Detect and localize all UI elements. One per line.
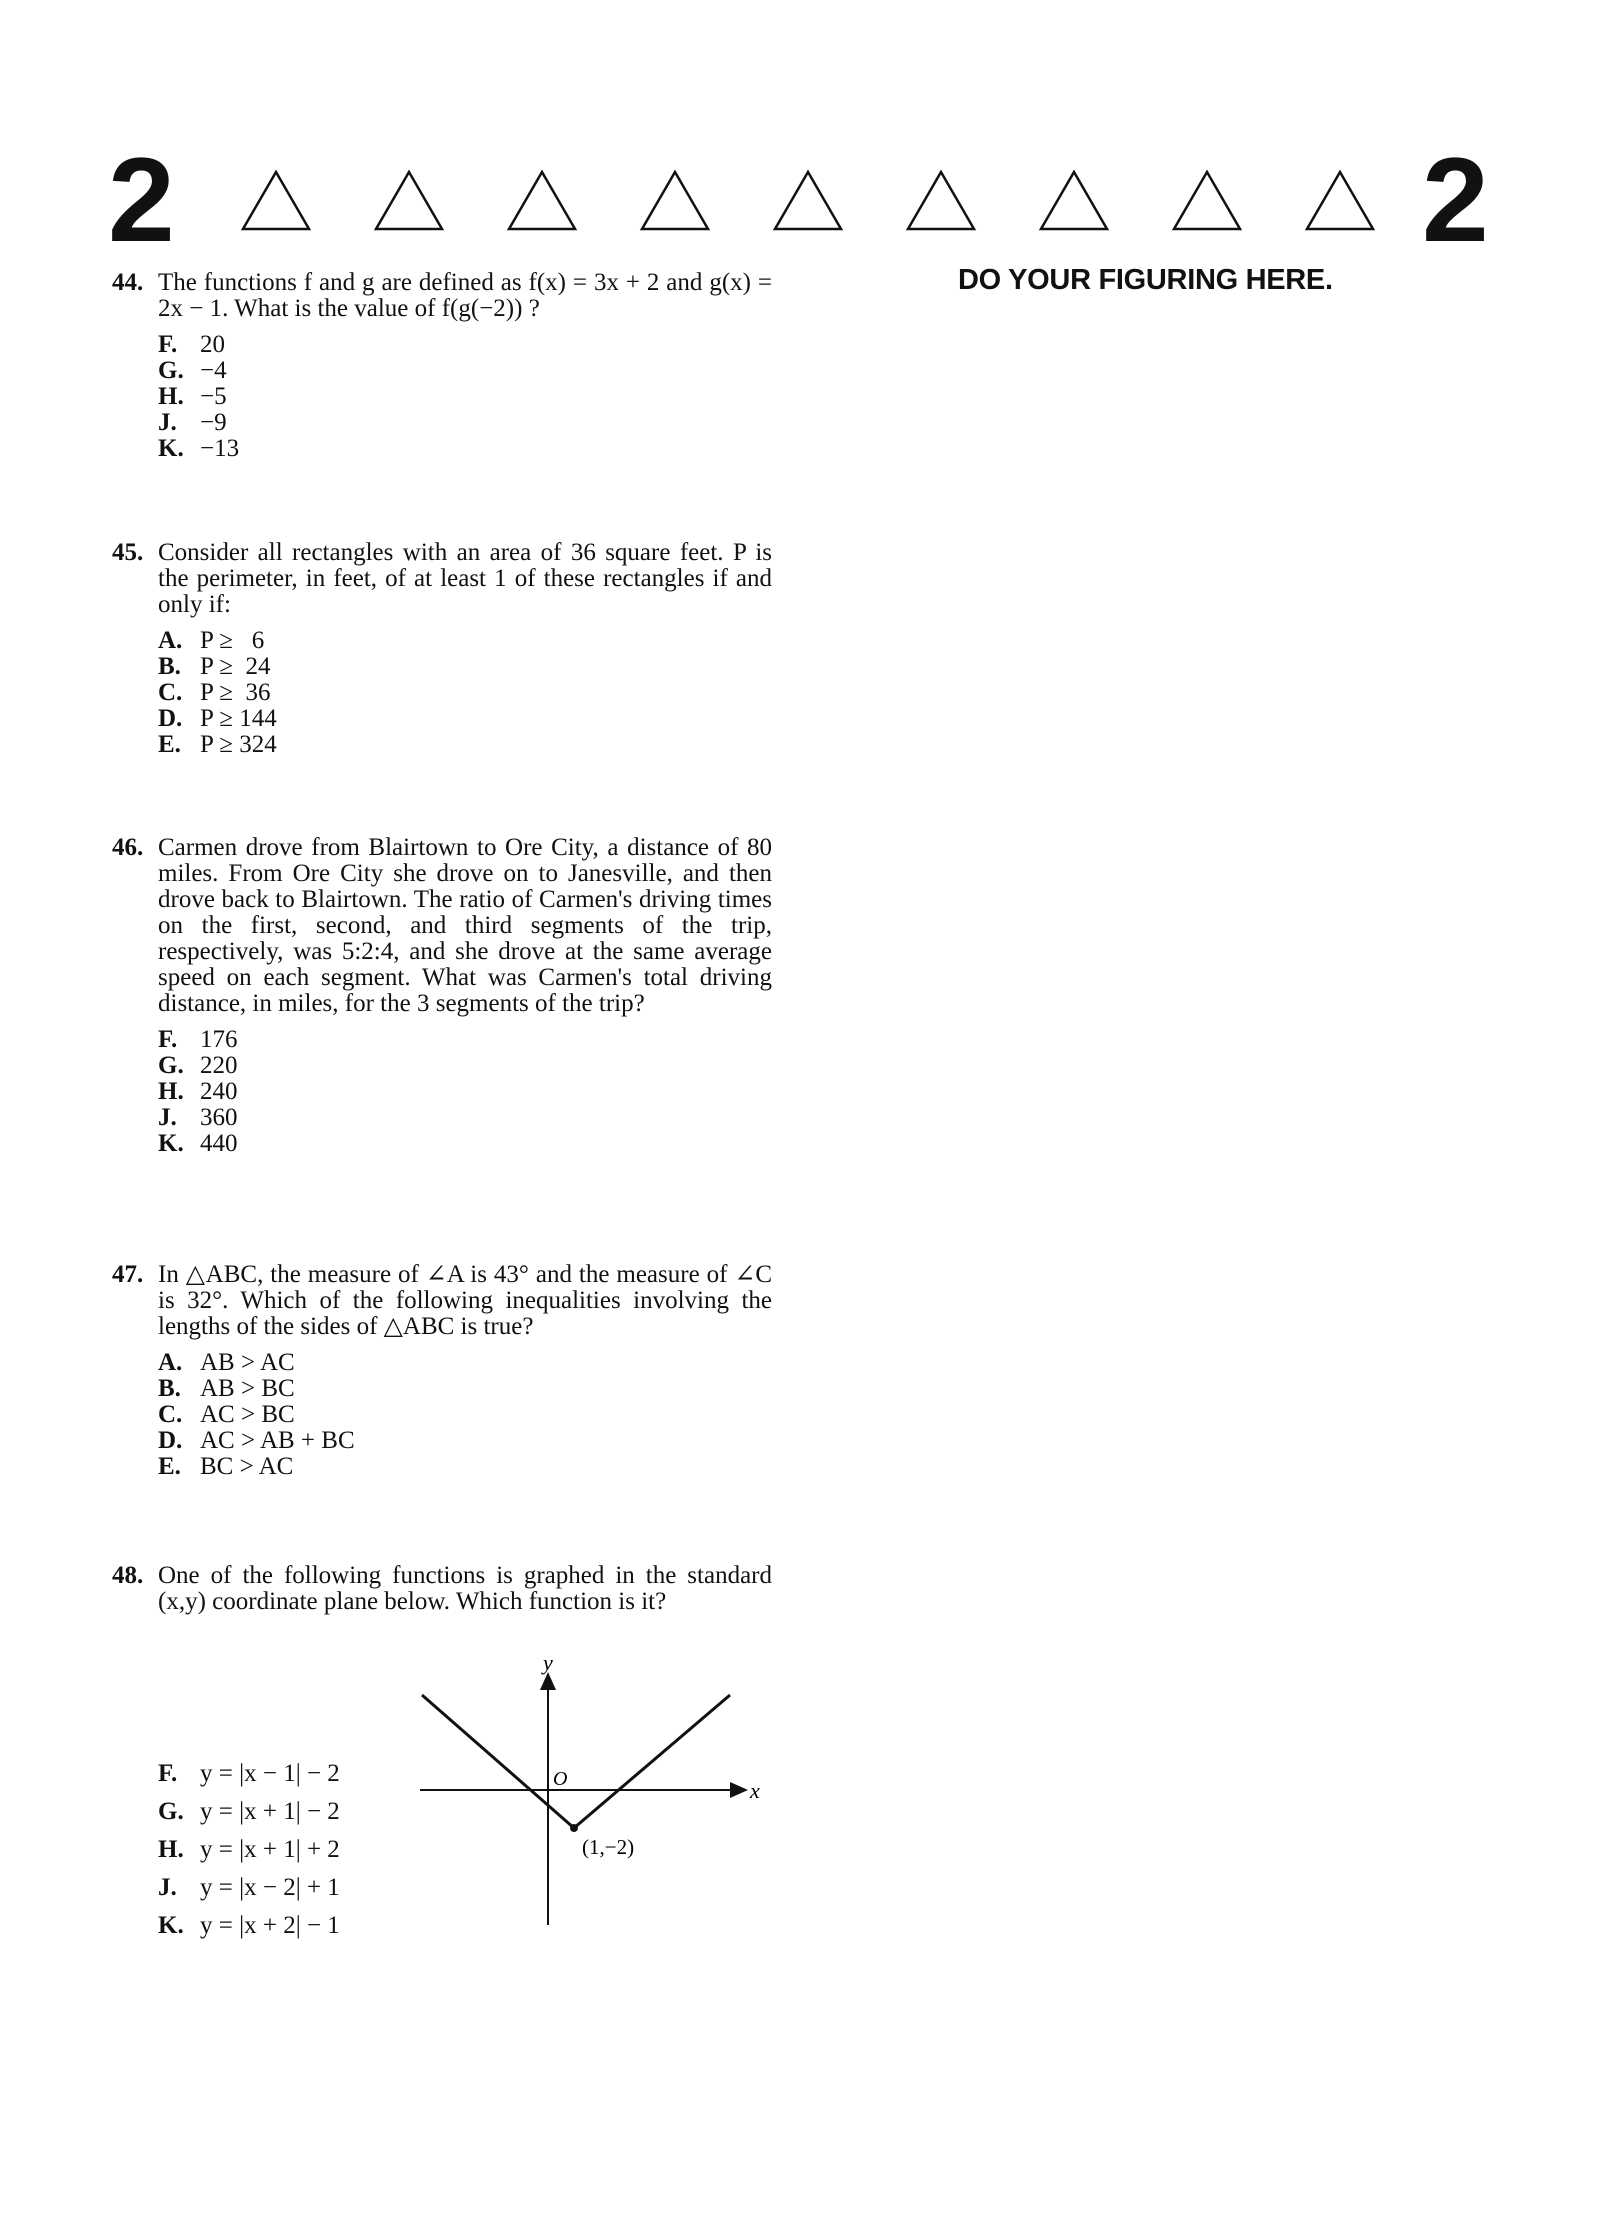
choice-text: −4: [200, 357, 227, 384]
answer-choice[interactable]: [158, 1079, 772, 1105]
question-number: 45.: [112, 539, 144, 566]
question-number: 46.: [112, 834, 144, 861]
choice-letter: F.: [158, 331, 178, 358]
choice-text: 240: [200, 1078, 238, 1105]
question-number: 48.: [112, 1562, 144, 1589]
choice-letter: C.: [158, 1401, 183, 1428]
answer-choice[interactable]: [158, 1793, 340, 1831]
x-axis-label: x: [750, 1778, 760, 1803]
triangle-icon: [240, 168, 312, 232]
answer-choice[interactable]: [158, 332, 772, 358]
triangle-icon: [772, 168, 844, 232]
choice-letter: G.: [158, 1798, 184, 1825]
triangle-icon: [373, 168, 445, 232]
answer-choice[interactable]: [158, 1131, 772, 1157]
question-stem: Consider all rectangles with an area of 36 square feet. P is the perimeter, in feet, of at least 1 of these rectangles if and only if:: [158, 539, 772, 618]
answer-choice[interactable]: [158, 358, 772, 384]
choice-text: −5: [200, 383, 227, 410]
choice-text: 360: [200, 1104, 238, 1131]
choice-letter: F.: [158, 1026, 178, 1053]
y-axis-label: y: [543, 1650, 553, 1675]
choice-letter: H.: [158, 383, 184, 410]
choice-letter: K.: [158, 1130, 184, 1157]
choice-letter: F.: [158, 1760, 178, 1787]
question-stem: Carmen drove from Blairtown to Ore City, a distance of 80 miles. From Ore City she drove on to Janesville, and then drove back to Blairtown. The ratio of Carmen's driving times on the first, second, and third segments of the trip, respectively, was 5:2:4, and she drove at the same average speed on each segment. What was Carmen's total driving distance, in miles, for the 3 segments of the trip?: [158, 834, 772, 1017]
question-46: [112, 835, 772, 1157]
function-graph: [422, 1695, 730, 1828]
choice-text: y = |x + 1| + 2: [200, 1836, 340, 1863]
answer-choice[interactable]: [158, 1454, 772, 1480]
choice-text: −13: [200, 435, 240, 462]
question-stem: One of the following functions is graphed in the standard (x,y) coordinate plane below. Which function is it?: [158, 1562, 772, 1615]
answer-choice[interactable]: [158, 1402, 772, 1428]
triangle-icon: [639, 168, 711, 232]
answer-choice[interactable]: [158, 1376, 772, 1402]
page-header: [0, 0, 1600, 267]
choice-letter: D.: [158, 705, 183, 732]
choice-letter: D.: [158, 1427, 183, 1454]
choice-text: P ≥ 24: [200, 653, 271, 680]
choice-letter: K.: [158, 1912, 184, 1939]
question-stem: In △ABC, the measure of ∠A is 43° and the measure of ∠C is 32°. Which of the following inequalities involving the lengths of the sides of △ABC is true?: [158, 1261, 772, 1340]
answer-choice[interactable]: [158, 436, 772, 462]
question-45: [112, 540, 772, 758]
choice-letter: G.: [158, 357, 184, 384]
choice-letter: K.: [158, 435, 184, 462]
choice-letter: E.: [158, 731, 181, 758]
choice-text: y = |x − 1| − 2: [200, 1760, 340, 1787]
figuring-instruction: DO YOUR FIGURING HERE.: [958, 264, 1333, 296]
choice-letter: H.: [158, 1078, 184, 1105]
answer-choices: [158, 628, 772, 758]
choice-text: 20: [200, 331, 225, 358]
answer-choice[interactable]: [158, 1105, 772, 1131]
vertex-label: (1,−2): [582, 1835, 635, 1859]
choice-letter: A.: [158, 627, 183, 654]
choice-letter: C.: [158, 679, 183, 706]
choice-text: −9: [200, 409, 227, 436]
choice-letter: J.: [158, 1874, 177, 1901]
choice-text: AC > AB + BC: [200, 1427, 355, 1454]
triangle-icon: [1171, 168, 1243, 232]
section-number-right: 2: [1422, 133, 1489, 267]
answer-choice[interactable]: [158, 1755, 340, 1793]
question-stem: The functions f and g are defined as f(x) = 3x + 2 and g(x) = 2x − 1. What is the value of f(g(−2)) ?: [158, 269, 772, 322]
answer-choice[interactable]: [158, 1831, 340, 1869]
answer-choice[interactable]: [158, 1027, 772, 1053]
answer-choice[interactable]: [158, 628, 772, 654]
choice-letter: G.: [158, 1052, 184, 1079]
vertex-point: [570, 1824, 578, 1832]
question-47: [112, 1262, 772, 1480]
origin-label: O: [553, 1768, 568, 1790]
choice-text: y = |x + 2| − 1: [200, 1912, 340, 1939]
answer-choices: [158, 332, 772, 462]
answer-choices: [158, 1027, 772, 1157]
question-44: [112, 270, 772, 462]
triangle-icon: [905, 168, 977, 232]
answer-choice[interactable]: [158, 1907, 340, 1945]
answer-choice[interactable]: [158, 680, 772, 706]
choice-text: AB > AC: [200, 1349, 295, 1376]
choice-text: y = |x − 2| + 1: [200, 1874, 340, 1901]
question-number: 47.: [112, 1261, 144, 1288]
choice-letter: H.: [158, 1836, 184, 1863]
choice-text: 440: [200, 1130, 238, 1157]
choice-text: BC > AC: [200, 1453, 294, 1480]
choice-text: 176: [200, 1026, 238, 1053]
choice-letter: B.: [158, 653, 181, 680]
choice-text: 220: [200, 1052, 238, 1079]
question-number: 44.: [112, 269, 144, 296]
answer-choice[interactable]: [158, 732, 772, 758]
answer-choice[interactable]: [158, 384, 772, 410]
question-48: [112, 1563, 772, 1615]
answer-choice[interactable]: [158, 410, 772, 436]
coordinate-graph: [410, 1640, 780, 1940]
triangle-icon: [1038, 168, 1110, 232]
answer-choices: [158, 1755, 340, 1945]
section-number-left: 2: [108, 133, 175, 267]
choice-letter: J.: [158, 409, 177, 436]
answer-choice[interactable]: [158, 1350, 772, 1376]
choice-text: y = |x + 1| − 2: [200, 1798, 340, 1825]
choice-text: P ≥ 144: [200, 705, 277, 732]
answer-choices: [158, 1350, 772, 1480]
answer-choice[interactable]: [158, 706, 772, 732]
choice-letter: A.: [158, 1349, 183, 1376]
triangle-icon: [506, 168, 578, 232]
choice-text: AB > BC: [200, 1375, 295, 1402]
choice-text: AC > BC: [200, 1401, 295, 1428]
choice-letter: E.: [158, 1453, 181, 1480]
answer-choice[interactable]: [158, 1428, 772, 1454]
choice-text: P ≥ 36: [200, 679, 271, 706]
answer-choice[interactable]: [158, 1869, 340, 1907]
answer-choice[interactable]: [158, 1053, 772, 1079]
choice-letter: B.: [158, 1375, 181, 1402]
choice-text: P ≥ 6: [200, 627, 265, 654]
choice-text: P ≥ 324: [200, 731, 277, 758]
answer-choice[interactable]: [158, 654, 772, 680]
choice-letter: J.: [158, 1104, 177, 1131]
triangle-icon: [1304, 168, 1376, 232]
